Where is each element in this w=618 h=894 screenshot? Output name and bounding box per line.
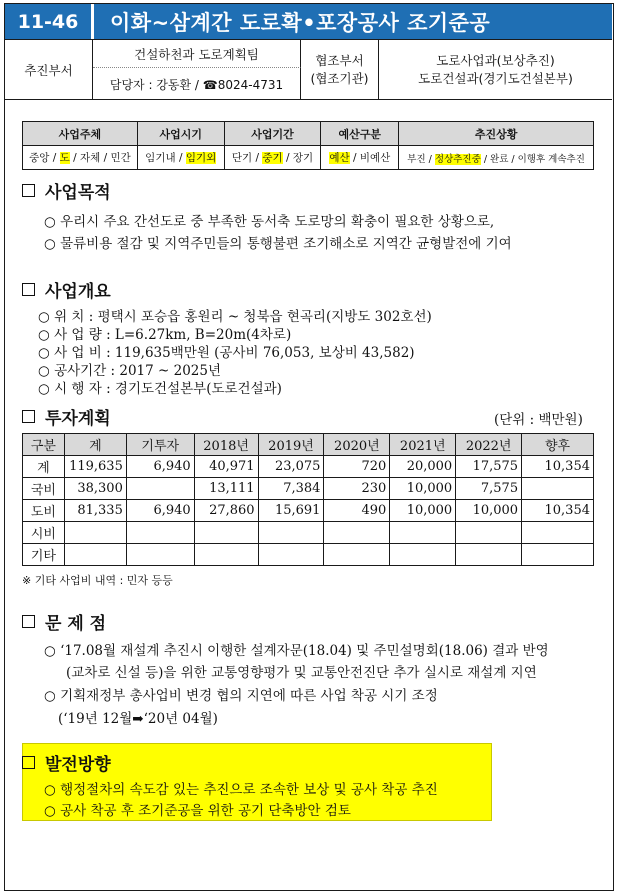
table-cell: 10,000 xyxy=(390,500,456,522)
column-header: 구분 xyxy=(23,434,65,456)
summary-budget: 예산 / 비예산 xyxy=(321,146,399,170)
table-cell xyxy=(126,478,194,500)
section-purpose: 사업목적 xyxy=(22,178,111,203)
problem-item-cont: (‘19년 12월➡‘20년 04월) xyxy=(58,711,218,727)
column-header: 2020년 xyxy=(324,434,390,456)
table-row xyxy=(23,544,594,566)
coop-label-line1: 협조부서 xyxy=(315,53,364,68)
table-cell: 23,075 xyxy=(258,456,324,478)
table-cell: 720 xyxy=(324,456,390,478)
summary-header: 예산구분 xyxy=(321,122,399,146)
table-cell: 10,354 xyxy=(522,500,594,522)
column-header: 2022년 xyxy=(456,434,522,456)
section-investment: 투자계획 xyxy=(22,404,111,429)
coop-dept-label xyxy=(301,40,379,100)
summary-header: 추진상황 xyxy=(399,122,594,146)
table-cell: 81,335 xyxy=(64,500,126,522)
row-label: 도비 xyxy=(23,500,65,522)
table-cell: 7,384 xyxy=(258,478,324,500)
problem-item: ○ ‘17.08월 재설계 추진시 이행한 설계자문(18.04) 및 주민설명회(18.06) 결과 반영 xyxy=(44,643,549,659)
coop-dept-2: 도로건설과(경기도건설본부) xyxy=(418,71,573,86)
department-table xyxy=(5,40,612,100)
unit-label: (단위 : 백만원) xyxy=(494,412,583,428)
checkbox-square-icon xyxy=(22,756,35,769)
table-cell: 119,635 xyxy=(64,456,126,478)
table-cell xyxy=(194,544,258,566)
development-item: ○ 공사 착공 후 조기준공을 위한 공기 단축방안 검토 xyxy=(44,803,351,819)
table-cell: 15,691 xyxy=(258,500,324,522)
summary-header: 사업기간 xyxy=(224,122,321,146)
checkbox-square-icon xyxy=(22,615,35,628)
manager-contact: 담당자 : 강동환 / ☎8024-4731 xyxy=(93,68,301,100)
row-label: 시비 xyxy=(23,522,65,544)
summary-header: 사업시기 xyxy=(137,122,224,146)
table-cell: 230 xyxy=(324,478,390,500)
coop-label-line2: (협조기관) xyxy=(310,71,369,86)
summary-timing: 임기내 / 임기외 xyxy=(137,146,224,170)
table-cell: 10,354 xyxy=(522,456,594,478)
section-overview: 사업개요 xyxy=(22,277,111,302)
table-row xyxy=(23,478,594,500)
table-cell: 27,860 xyxy=(194,500,258,522)
development-item: ○ 행정절차의 속도감 있는 추진으로 조속한 보상 및 공사 착공 추진 xyxy=(44,782,438,798)
checkbox-square-icon xyxy=(22,410,35,423)
checkbox-square-icon xyxy=(22,283,35,296)
summary-period: 단기 / 중기 / 장기 xyxy=(224,146,321,170)
table-cell xyxy=(194,522,258,544)
table-cell: 7,575 xyxy=(456,478,522,500)
table-row xyxy=(23,500,594,522)
selected-option: 정상추진중 xyxy=(434,153,481,165)
table-cell xyxy=(522,544,594,566)
table-cell xyxy=(64,522,126,544)
table-cell: 10,000 xyxy=(390,478,456,500)
problem-item: ○ 기획재정부 총사업비 변경 협의 지연에 따른 사업 착공 시기 조정 xyxy=(44,688,438,704)
checkbox-square-icon xyxy=(22,184,35,197)
column-header: 향후 xyxy=(522,434,594,456)
table-cell xyxy=(126,522,194,544)
section-development: 발전방향 xyxy=(22,750,111,775)
footnote: ※ 기타 사업비 내역 : 민자 등등 xyxy=(22,574,173,587)
table-row xyxy=(23,456,594,478)
table-cell: 17,575 xyxy=(456,456,522,478)
purpose-item: ○ 우리시 주요 간선도로 중 부족한 동서축 도로망의 확충이 필요한 상황으로, xyxy=(44,214,495,230)
table-cell xyxy=(456,522,522,544)
summary-status: 부진 / 정상추진중 / 완료 / 이행후 계속추진 xyxy=(399,146,594,170)
section-problems: 문 제 점 xyxy=(22,609,106,634)
problem-item-cont: (교차로 신설 등)을 위한 교통영향평가 및 교통안전진단 추가 실시로 재설계 지연 xyxy=(66,665,537,681)
page-title: 이화~삼계간 도로확•포장공사 조기준공 xyxy=(91,4,612,39)
table-row xyxy=(23,522,594,544)
overview-item: ○ 사 업 비 : 119,635백만원 (공사비 76,053, 보상비 43,582) xyxy=(38,345,415,361)
table-cell xyxy=(324,522,390,544)
summary-header: 사업주체 xyxy=(23,122,138,146)
table-cell xyxy=(324,544,390,566)
table-cell: 6,940 xyxy=(126,500,194,522)
table-cell xyxy=(390,522,456,544)
table-cell xyxy=(258,522,324,544)
coop-dept-1: 도로사업과(보상추진) xyxy=(436,53,555,68)
item-code: 11-46 xyxy=(5,4,91,39)
header-bar xyxy=(5,4,612,40)
investment-table xyxy=(22,433,594,566)
selected-option: 도 xyxy=(59,152,70,164)
table-cell: 40,971 xyxy=(194,456,258,478)
summary-entity: 중앙 / 도 / 자체 / 민간 xyxy=(23,146,138,170)
column-header: 2021년 xyxy=(390,434,456,456)
table-cell: 13,111 xyxy=(194,478,258,500)
table-cell: 20,000 xyxy=(390,456,456,478)
table-cell xyxy=(456,544,522,566)
table-cell: 38,300 xyxy=(64,478,126,500)
table-cell: 490 xyxy=(324,500,390,522)
selected-option: 중기 xyxy=(262,152,283,164)
lead-dept-label: 추진부서 xyxy=(5,40,93,100)
table-cell xyxy=(258,544,324,566)
project-summary-table xyxy=(22,121,594,170)
selected-option: 임기외 xyxy=(185,152,217,164)
column-header: 2019년 xyxy=(258,434,324,456)
overview-item: ○ 사 업 량 : L=6.27km, B=20m(4차로) xyxy=(38,327,292,343)
table-cell xyxy=(390,544,456,566)
column-header: 계 xyxy=(64,434,126,456)
overview-item: ○ 시 행 자 : 경기도건설본부(도로건설과) xyxy=(38,381,282,397)
lead-team: 건설하천과 도로계획팀 xyxy=(93,40,301,68)
overview-item: ○ 공사기간 : 2017 ~ 2025년 xyxy=(38,363,222,379)
table-cell: 6,940 xyxy=(126,456,194,478)
coop-depts xyxy=(379,40,612,100)
column-header: 2018년 xyxy=(194,434,258,456)
purpose-item: ○ 물류비용 절감 및 지역주민들의 통행불편 조기해소로 지역간 균형발전에 기여 xyxy=(44,236,512,252)
overview-item: ○ 위 치 : 평택시 포승읍 홍원리 ~ 청북읍 현곡리(지방도 302호선) xyxy=(38,309,432,325)
table-cell xyxy=(126,544,194,566)
table-cell xyxy=(522,522,594,544)
table-cell xyxy=(522,478,594,500)
table-cell: 10,000 xyxy=(456,500,522,522)
row-label: 계 xyxy=(23,456,65,478)
selected-option: 예산 xyxy=(329,152,350,164)
table-cell xyxy=(64,544,126,566)
column-header: 기투자 xyxy=(126,434,194,456)
row-label: 국비 xyxy=(23,478,65,500)
row-label: 기타 xyxy=(23,544,65,566)
